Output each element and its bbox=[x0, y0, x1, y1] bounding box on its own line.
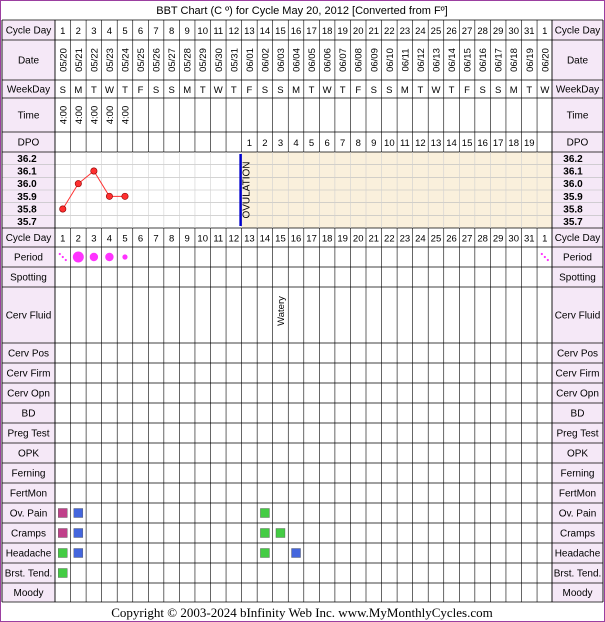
cycle-day-cell: 26 bbox=[446, 26, 457, 37]
chart-title: BBT Chart (C º) for Cycle May 20, 2012 [Converted from Fº] bbox=[156, 5, 448, 17]
temperature-point bbox=[106, 193, 112, 199]
weekday-cell: F bbox=[355, 85, 362, 96]
temp-label-left: 35.8 bbox=[17, 204, 37, 216]
time-cell: 4:00 bbox=[104, 105, 116, 125]
cycle-day-cell: 18 bbox=[321, 233, 333, 245]
temp-label-left: 36.0 bbox=[17, 179, 37, 191]
row-label-right: Cerv Pos bbox=[556, 348, 599, 360]
row-label-left: Ov. Pain bbox=[9, 508, 48, 520]
weekday-cell: W bbox=[213, 85, 223, 96]
row-label-right: FertMon bbox=[558, 488, 597, 500]
date-cell: 05/20 bbox=[58, 48, 70, 72]
row-label-right: Time bbox=[566, 110, 589, 122]
period-spotting-dot bbox=[59, 253, 61, 255]
date-cell: 05/30 bbox=[213, 48, 225, 72]
symptom-marker bbox=[74, 529, 83, 538]
cycle-day-cell: 2 bbox=[75, 233, 81, 245]
temp-label-left: 36.1 bbox=[17, 166, 37, 178]
row-label-left: Date bbox=[17, 55, 40, 67]
date-cell: 05/22 bbox=[89, 48, 101, 72]
dpo-cell: 9 bbox=[371, 138, 377, 149]
row-label-right: Ferning bbox=[560, 468, 595, 480]
cycle-day-cell: 3 bbox=[91, 233, 97, 245]
weekday-cell: W bbox=[540, 85, 550, 96]
temp-label-right: 36.0 bbox=[563, 179, 583, 191]
temperature-point bbox=[122, 193, 128, 199]
row-label-left: Cerv Firm bbox=[6, 368, 51, 380]
cycle-day-cell: 30 bbox=[508, 26, 520, 37]
cycle-day-cell: 10 bbox=[197, 26, 209, 37]
symptom-marker bbox=[58, 569, 67, 578]
cycle-day-cell: 27 bbox=[461, 233, 473, 245]
period-spotting-dot bbox=[544, 256, 546, 258]
cycle-day-cell: 24 bbox=[415, 233, 426, 245]
cycle-day-cell: 29 bbox=[492, 26, 504, 37]
row-label-right: Moody bbox=[562, 588, 593, 599]
row-label-right: Spotting bbox=[559, 272, 596, 284]
weekday-cell: T bbox=[308, 85, 315, 96]
dpo-cell: 14 bbox=[446, 138, 457, 149]
row-label-right: Brst. Tend. bbox=[553, 568, 602, 580]
row-label-right: Period bbox=[563, 252, 592, 264]
cycle-day-cell: 4 bbox=[106, 26, 113, 37]
date-cell: 05/21 bbox=[73, 48, 85, 72]
cycle-day-cell: 26 bbox=[446, 233, 457, 245]
cycle-day-cell: 19 bbox=[337, 26, 348, 37]
row-label-left: Cramps bbox=[10, 528, 47, 540]
time-cell: 4:00 bbox=[73, 105, 85, 125]
cerv-fluid-value: Watery bbox=[275, 296, 287, 326]
weekday-cell: S bbox=[277, 85, 284, 96]
dpo-cell: 6 bbox=[324, 138, 330, 149]
date-cell: 06/10 bbox=[384, 48, 396, 72]
period-marker bbox=[73, 252, 84, 263]
date-cell: 06/20 bbox=[540, 48, 552, 72]
row-label-right: Preg Test bbox=[556, 428, 599, 440]
cycle-day-cell: 9 bbox=[184, 26, 190, 37]
weekday-cell: S bbox=[370, 85, 377, 96]
cycle-day-cell: 1 bbox=[542, 26, 548, 37]
row-label-right: DPO bbox=[566, 137, 589, 149]
weekday-cell: W bbox=[322, 85, 332, 96]
symptom-marker bbox=[58, 529, 67, 538]
temperature-point bbox=[75, 180, 81, 186]
cycle-day-cell: 4 bbox=[106, 233, 113, 245]
cycle-day-cell: 29 bbox=[492, 233, 504, 245]
date-cell: 05/25 bbox=[136, 48, 148, 72]
cycle-day-cell: 28 bbox=[477, 233, 488, 245]
time-cell: 4:00 bbox=[120, 105, 132, 125]
dpo-cell: 15 bbox=[461, 138, 473, 149]
date-cell: 06/06 bbox=[322, 48, 334, 72]
temp-label-right: 36.1 bbox=[563, 166, 583, 178]
date-cell: 05/29 bbox=[198, 48, 210, 72]
cycle-day-cell: 5 bbox=[122, 26, 128, 37]
symptom-marker bbox=[58, 509, 67, 518]
weekday-cell: S bbox=[479, 85, 486, 96]
row-label-left: BD bbox=[21, 408, 36, 420]
time-cell: 4:00 bbox=[58, 105, 70, 125]
row-label-left: Time bbox=[17, 110, 40, 122]
date-cell: 05/27 bbox=[167, 48, 179, 72]
cycle-day-cell: 16 bbox=[290, 26, 302, 37]
dpo-cell: 19 bbox=[523, 138, 535, 149]
row-label-right: Headache bbox=[554, 548, 601, 560]
cycle-day-cell: 8 bbox=[168, 233, 175, 245]
cycle-day-cell: 20 bbox=[352, 26, 364, 37]
weekday-cell: M bbox=[400, 85, 409, 96]
weekday-cell: T bbox=[417, 85, 424, 96]
weekday-cell: M bbox=[183, 85, 192, 96]
date-cell: 05/31 bbox=[229, 48, 241, 72]
cycle-day-cell: 1 bbox=[60, 233, 66, 245]
cycle-day-cell: 22 bbox=[384, 26, 395, 37]
date-cell: 06/16 bbox=[478, 48, 490, 72]
row-label-left: Cycle Day bbox=[5, 25, 52, 37]
row-label-left: Cerv Pos bbox=[7, 348, 50, 360]
time-cell: 4:00 bbox=[89, 105, 101, 125]
cycle-day-cell: 14 bbox=[259, 233, 271, 245]
temperature-point bbox=[60, 206, 66, 212]
weekday-cell: W bbox=[431, 85, 441, 96]
row-label-right: Cerv Opn bbox=[556, 388, 599, 400]
dpo-cell: 3 bbox=[277, 138, 284, 149]
weekday-cell: M bbox=[509, 85, 518, 96]
cycle-day-cell: 25 bbox=[430, 26, 442, 37]
row-label-left: Moody bbox=[13, 588, 44, 599]
date-cell: 06/13 bbox=[431, 48, 443, 72]
date-cell: 06/05 bbox=[307, 48, 319, 72]
dpo-cell: 16 bbox=[477, 138, 488, 149]
cycle-day-cell: 30 bbox=[508, 233, 520, 245]
row-label-right: Date bbox=[566, 55, 589, 67]
dpo-cell: 4 bbox=[293, 138, 299, 149]
ovulation-label: OVULATION bbox=[241, 161, 253, 219]
row-label-left: FertMon bbox=[9, 488, 48, 500]
weekday-cell: W bbox=[104, 85, 114, 96]
dpo-cell: 11 bbox=[399, 138, 410, 149]
dpo-cell: 5 bbox=[308, 138, 315, 149]
dpo-cell: 8 bbox=[355, 138, 361, 149]
date-cell: 06/14 bbox=[447, 48, 459, 72]
temp-label-left: 35.7 bbox=[17, 217, 37, 229]
dpo-cell: 13 bbox=[430, 138, 442, 149]
date-cell: 05/24 bbox=[120, 48, 132, 72]
cycle-day-cell: 19 bbox=[337, 233, 348, 245]
weekday-cell: T bbox=[339, 85, 346, 96]
cycle-day-cell: 28 bbox=[477, 26, 488, 37]
cycle-day-cell: 13 bbox=[244, 26, 255, 37]
symptom-marker bbox=[58, 549, 67, 558]
weekday-cell: S bbox=[152, 85, 160, 96]
cycle-day-cell: 13 bbox=[244, 233, 255, 245]
cycle-day-cell: 25 bbox=[430, 233, 442, 245]
period-spotting-dot bbox=[65, 259, 67, 261]
row-label-left: Cerv Opn bbox=[7, 388, 50, 400]
temp-label-right: 36.2 bbox=[563, 153, 583, 165]
weekday-cell: F bbox=[137, 85, 144, 96]
copyright-footer: Copyright © 2003-2024 bInfinity Web Inc. www.MyMonthlyCycles.com bbox=[111, 605, 493, 620]
row-label-right: WeekDay bbox=[555, 84, 600, 96]
cycle-day-cell: 10 bbox=[197, 233, 209, 245]
cycle-day-cell: 7 bbox=[153, 26, 159, 37]
cycle-day-cell: 5 bbox=[122, 233, 128, 245]
row-label-left: Headache bbox=[5, 548, 52, 560]
row-label-right: Ov. Pain bbox=[558, 508, 597, 520]
cycle-day-cell: 22 bbox=[384, 233, 395, 245]
period-spotting-dot bbox=[62, 256, 64, 258]
row-label-left: Ferning bbox=[11, 468, 46, 480]
row-label-left: WeekDay bbox=[6, 84, 51, 96]
weekday-cell: S bbox=[495, 85, 502, 96]
cycle-day-cell: 3 bbox=[91, 26, 97, 37]
weekday-cell: T bbox=[90, 85, 97, 96]
cycle-day-cell: 6 bbox=[137, 233, 144, 245]
row-label-left: Brst. Tend. bbox=[4, 568, 53, 580]
cycle-day-cell: 1 bbox=[60, 26, 66, 37]
weekday-cell: T bbox=[230, 85, 237, 96]
cycle-day-cell: 11 bbox=[213, 26, 224, 37]
symptom-marker bbox=[74, 549, 83, 558]
date-cell: 06/15 bbox=[462, 48, 474, 72]
dpo-cell: 10 bbox=[384, 138, 395, 149]
symptom-marker bbox=[260, 549, 269, 558]
date-cell: 06/12 bbox=[415, 48, 427, 72]
period-spotting-dot bbox=[547, 259, 549, 261]
dpo-cell: 18 bbox=[508, 138, 520, 149]
row-label-right: Cramps bbox=[559, 528, 596, 540]
weekday-cell: S bbox=[168, 85, 175, 96]
row-label-left: Preg Test bbox=[7, 428, 50, 440]
period-marker bbox=[122, 254, 127, 259]
period-marker bbox=[90, 253, 98, 261]
temp-label-left: 36.2 bbox=[17, 153, 37, 165]
cycle-day-cell: 27 bbox=[461, 26, 473, 37]
row-label-left: DPO bbox=[17, 137, 40, 149]
cycle-day-cell: 15 bbox=[275, 26, 286, 37]
date-cell: 06/07 bbox=[338, 48, 350, 72]
cycle-day-cell: 6 bbox=[137, 26, 144, 37]
period-spotting-dot bbox=[541, 253, 543, 255]
dpo-cell: 7 bbox=[340, 138, 346, 149]
cycle-day-cell: 20 bbox=[352, 233, 364, 245]
weekday-cell: F bbox=[464, 85, 470, 96]
row-label-right: Cerv Firm bbox=[555, 368, 600, 380]
row-label-left: Period bbox=[14, 252, 43, 264]
row-label-left: Cycle Day bbox=[5, 233, 52, 244]
cycle-day-cell: 15 bbox=[275, 233, 286, 245]
row-label-right: Cycle Day bbox=[554, 233, 601, 244]
cycle-day-cell: 2 bbox=[75, 26, 81, 37]
cycle-day-cell: 23 bbox=[399, 26, 411, 37]
cycle-day-cell: 14 bbox=[259, 26, 271, 37]
cycle-day-cell: 8 bbox=[168, 26, 175, 37]
temp-label-right: 35.9 bbox=[563, 191, 583, 203]
date-cell: 05/26 bbox=[151, 48, 163, 72]
cycle-day-cell: 17 bbox=[306, 233, 317, 245]
date-cell: 06/02 bbox=[260, 48, 272, 72]
dpo-cell: 2 bbox=[262, 138, 268, 149]
cycle-day-cell: 31 bbox=[523, 233, 535, 245]
row-label-right: BD bbox=[570, 408, 585, 420]
cycle-day-cell: 31 bbox=[523, 26, 535, 37]
date-cell: 06/03 bbox=[275, 48, 287, 72]
weekday-cell: S bbox=[386, 85, 393, 96]
symptom-marker bbox=[260, 509, 269, 518]
date-cell: 06/08 bbox=[353, 48, 365, 72]
dpo-cell: 1 bbox=[246, 138, 253, 149]
weekday-cell: M bbox=[74, 85, 83, 96]
cycle-day-cell: 1 bbox=[542, 233, 548, 245]
row-label-right: Cycle Day bbox=[554, 25, 601, 37]
date-cell: 06/11 bbox=[400, 48, 412, 72]
cycle-day-cell: 21 bbox=[368, 233, 380, 245]
date-cell: 06/01 bbox=[244, 48, 256, 72]
weekday-cell: F bbox=[246, 85, 253, 96]
weekday-cell: T bbox=[199, 85, 206, 96]
cycle-day-cell: 16 bbox=[290, 233, 302, 245]
weekday-cell: M bbox=[292, 85, 300, 96]
weekday-cell: T bbox=[526, 85, 533, 96]
weekday-cell: S bbox=[59, 85, 66, 96]
row-label-left: Cerv Fluid bbox=[5, 310, 52, 322]
symptom-marker bbox=[276, 529, 285, 538]
date-cell: 05/28 bbox=[182, 48, 194, 72]
temp-label-right: 35.7 bbox=[563, 217, 583, 229]
date-cell: 05/23 bbox=[104, 48, 116, 72]
cycle-day-cell: 23 bbox=[399, 233, 411, 245]
period-marker bbox=[105, 253, 113, 261]
cycle-day-cell: 21 bbox=[368, 26, 380, 37]
date-cell: 06/09 bbox=[369, 48, 381, 72]
row-label-right: OPK bbox=[566, 448, 589, 460]
dpo-cell: 12 bbox=[415, 138, 426, 149]
cycle-day-cell: 12 bbox=[228, 233, 240, 245]
date-cell: 06/18 bbox=[509, 48, 521, 72]
weekday-cell: T bbox=[122, 85, 128, 96]
dpo-cell: 17 bbox=[492, 138, 504, 149]
date-cell: 06/04 bbox=[291, 48, 303, 72]
cycle-day-cell: 12 bbox=[228, 26, 240, 37]
weekday-cell: S bbox=[261, 85, 269, 96]
symptom-marker bbox=[292, 549, 301, 558]
row-label-left: OPK bbox=[17, 448, 40, 460]
cycle-day-cell: 11 bbox=[213, 233, 224, 245]
date-cell: 06/19 bbox=[524, 48, 536, 72]
temp-label-left: 35.9 bbox=[17, 191, 37, 203]
row-label-left: Spotting bbox=[10, 272, 47, 284]
symptom-marker bbox=[74, 509, 83, 518]
weekday-cell: T bbox=[448, 85, 455, 96]
cycle-day-cell: 17 bbox=[306, 26, 317, 37]
temp-label-right: 35.8 bbox=[563, 204, 583, 216]
cycle-day-cell: 7 bbox=[153, 233, 159, 245]
cycle-day-cell: 9 bbox=[184, 233, 190, 245]
cycle-day-cell: 18 bbox=[321, 26, 333, 37]
cycle-day-cell: 24 bbox=[415, 26, 426, 37]
date-cell: 06/17 bbox=[493, 48, 505, 72]
row-label-right: Cerv Fluid bbox=[554, 310, 601, 322]
temperature-point bbox=[91, 168, 97, 174]
symptom-marker bbox=[260, 529, 269, 538]
